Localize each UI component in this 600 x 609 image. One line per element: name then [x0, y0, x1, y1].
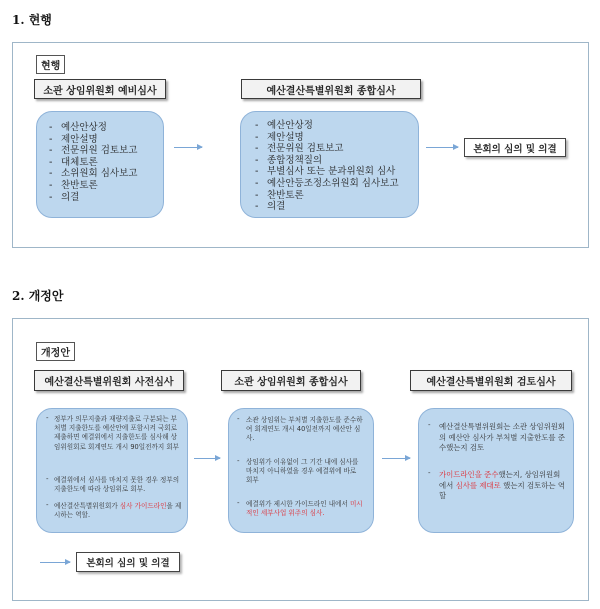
section-title-revised: 2. 개정안: [12, 289, 64, 303]
current-col1-header: 소관 상임위원회 예비심사: [34, 79, 166, 99]
revised-final-box: 본회의 심의 및 의결: [76, 552, 180, 572]
list-item: - 전문위원 검토보고: [255, 143, 399, 155]
comply-guideline-highlight: 가이드라인을 준수: [439, 470, 499, 479]
revised-arrow-3: [40, 562, 70, 563]
list-item: - 예산안상정: [255, 120, 399, 132]
list-item: - 예산안상정: [49, 122, 137, 134]
revised-col2-header: 소관 상임위원회 종합심사: [221, 370, 361, 391]
list-item: - 찬반토론: [49, 180, 137, 192]
revised-col3-p2: 가이드라인을 준수했는지, 상임위원회에서 심사를 제대로 했는지 검토하는 역할: [439, 470, 565, 501]
revised-col1-header: 예산결산특별위원회 사전심사: [34, 370, 184, 391]
micro-review-highlight: 미시적인 세부사업 위주의 심사.: [246, 500, 363, 518]
list-item: - 종합정책질의: [255, 155, 399, 167]
revised-col1-p1: 정부가 의무지출과 재량지출로 구분되는 부처별 지출한도를 예산안에 포함시켜 국회로 제출하면 예결위에서 지출한도를 심사해 상임위원회로 회계연도 개시 90일전까지 회부: [54, 415, 180, 451]
current-arrow-1: [174, 147, 202, 148]
revised-col3-box: - 예산결산특별위원회는 소관 상임위원회의 예산안 심사가 부처별 지출한도를 준수했는지 검토 - 가이드라인을 준수했는지, 상임위원회에서 심사를 제대로 했는지 검토하는 역할: [418, 408, 574, 533]
current-col2-list: [255, 120, 399, 213]
current-col2-header: 예산결산특별위원회 종합심사: [241, 79, 421, 99]
list-item: - 찬반토론: [255, 190, 399, 202]
revised-col3-p1: 예산결산특별위원회는 소관 상임위원회의 예산안 심사가 부처별 지출한도를 준수했는지 검토: [439, 422, 566, 453]
revised-col1-p2: 예결위에서 심사를 마치지 못한 경우 정부의 지출한도에 따라 상임위로 회부.: [54, 476, 180, 494]
revised-tag: 개정안: [36, 342, 75, 361]
list-item: - 의결: [49, 192, 137, 204]
current-col1-list: [49, 122, 137, 203]
current-col2-box: [240, 111, 419, 218]
revised-arrow-2: [382, 458, 410, 459]
revised-arrow-1: [194, 458, 220, 459]
revised-col2-box: - 소관 상임위는 부처별 지출한도를 준수하여 회계연도 개시 40일전까지 예산안 심사. - 상임위가 이유없이 그 기간 내에 심사를 마치지 아니하였을 경우 예결위에 바로 회부 - 예결위가 제시한 가이드라인 내에서 미시적인 세부사업 위주의 심사.: [228, 408, 374, 533]
list-item: - 대체토론: [49, 157, 137, 169]
current-arrow-2: [426, 147, 458, 148]
revised-col1-box: - 정부가 의무지출과 재량지출로 구분되는 부처별 지출한도를 예산안에 포함시켜 국회로 제출하면 예결위에서 지출한도를 심사해 상임위원회로 회계연도 개시 90일전까지 회부 - 예결위에서 심사를 마치지 못한 경우 정부의 지출한도에 따라 상임위로 회부. - 예산결산특별위원회가 심사 가이드라인을 제시하는 역할.: [36, 408, 188, 533]
list-item: - 소위원회 심사보고: [49, 168, 137, 180]
revised-col2-p1: 소관 상임위는 부처별 지출한도를 준수하여 회계연도 개시 40일전까지 예산안 심사.: [246, 416, 363, 443]
list-item: - 의결: [255, 201, 399, 213]
list-item: - 제안설명: [255, 132, 399, 144]
list-item: - 제안설명: [49, 134, 137, 146]
list-item: - 전문위원 검토보고: [49, 145, 137, 157]
list-item: - 부별심사 또는 분과위원회 심사: [255, 166, 399, 178]
current-col1-box: [36, 111, 164, 218]
revised-col3-header: 예산결산특별위원회 검토심사: [410, 370, 572, 391]
guideline-highlight: 심사 가이드라인: [119, 502, 167, 510]
section-title-current: 1. 현행: [12, 13, 52, 27]
revised-col2-p2: 상임위가 이유없이 그 기간 내에 심사를 마치지 아니하였을 경우 예결위에 바로 회부: [246, 458, 359, 485]
list-item: - 예산안등조정소위원회 심사보고: [255, 178, 399, 190]
revised-col1-p3: 예산결산특별위원회가 심사 가이드라인을 제시하는 역할.: [54, 502, 182, 520]
current-final-box: 본회의 심의 및 의결: [464, 138, 566, 157]
proper-review-highlight: 심사를 제대로: [455, 480, 501, 490]
current-tag: 현행: [36, 55, 65, 74]
revised-col2-p3: 예결위가 제시한 가이드라인 내에서 미시적인 세부사업 위주의 심사.: [246, 500, 363, 518]
